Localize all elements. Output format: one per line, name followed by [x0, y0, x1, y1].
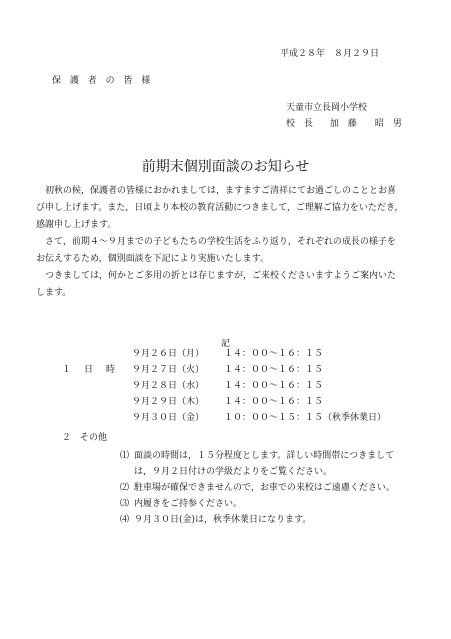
schedule-time: １０：００～１５：１５（秋季休業日） — [224, 413, 387, 423]
schedule-date: ９月２６日（月） — [132, 349, 205, 359]
item-number: ⑴ — [120, 451, 130, 461]
principal-title: 校 長 — [286, 119, 314, 129]
item-text: 内履きをご持参ください。 — [134, 499, 243, 509]
schedule-date: ９月２８日（水） — [132, 381, 205, 391]
section-datetime-heading: １ 日 時 — [62, 365, 118, 375]
schedule-time: １４：００～１６：１５ — [224, 397, 324, 407]
principal-name: 加 藤 昭 男 — [329, 119, 402, 129]
ki-marker: 記 — [220, 339, 230, 349]
other-item — [120, 448, 394, 461]
other-item — [120, 496, 242, 509]
document-date: 平成２８年 ８月２９日 — [280, 49, 380, 59]
other-item — [120, 480, 395, 493]
schedule-row — [132, 378, 323, 391]
section-other-heading: ２ その他 — [62, 433, 108, 443]
principal-line — [286, 116, 402, 129]
body-line: び申し上げます。また，日頃より本校の教育活動につきまして，ご理解ご協力をいただき， — [36, 203, 404, 213]
schedule-row — [132, 346, 323, 359]
schedule-time: １４：００～１６：１５ — [224, 365, 324, 375]
schedule-date: ９月２７日（火） — [132, 365, 205, 375]
schedule-time: １４：００～１６：１５ — [224, 349, 324, 359]
item-text: 駐車場が確保できませんので，お車での来校はご遠慮ください。 — [134, 483, 395, 493]
schedule-row — [132, 362, 323, 375]
item-text: は，９月２日付けの学級だよりをご覧ください。 — [134, 467, 333, 477]
other-item — [120, 512, 311, 525]
item-text: ９月３０日(金)は，秋季休業日になります。 — [134, 515, 312, 525]
schedule-date: ９月２９日（木） — [132, 397, 205, 407]
other-item-continuation — [134, 464, 332, 477]
body-line: さて，前期４～９月までの子どもたちの学校生活をふり返り，それぞれの成長の様子を — [45, 237, 396, 247]
body-line: お伝えするため，個別面談を下記により実施いたします。 — [36, 254, 269, 264]
schedule-row — [132, 410, 386, 423]
body-line: 初秋の候，保護者の皆様におかれましては，ますますご清祥にてお過ごしのこととお喜 — [45, 186, 397, 196]
schedule-date: ９月３０日（金） — [132, 413, 205, 423]
body-line: 感謝申し上げます。 — [36, 220, 117, 230]
item-number: ⑶ — [120, 499, 130, 509]
item-number: ⑵ — [120, 483, 130, 493]
item-number: ⑷ — [120, 515, 130, 525]
notice-body — [36, 183, 422, 302]
item-text: 面談の時間は，１５分程度とします。詳しい時間帯につきまして — [134, 451, 395, 461]
schedule-row — [132, 394, 323, 407]
recipient-line: 保 護 者 の 皆 様 — [52, 76, 154, 86]
body-line: します。 — [36, 288, 72, 298]
schedule-time: １４：００～１６：１５ — [224, 381, 324, 391]
body-line: つきましては，何かとご多用の折とは存じますが，ご来校くださいますようご案内いた — [45, 271, 397, 281]
school-name: 天童市立長岡小学校 — [286, 103, 368, 113]
notice-title: 前期末個別面談のお知らせ — [141, 159, 310, 175]
